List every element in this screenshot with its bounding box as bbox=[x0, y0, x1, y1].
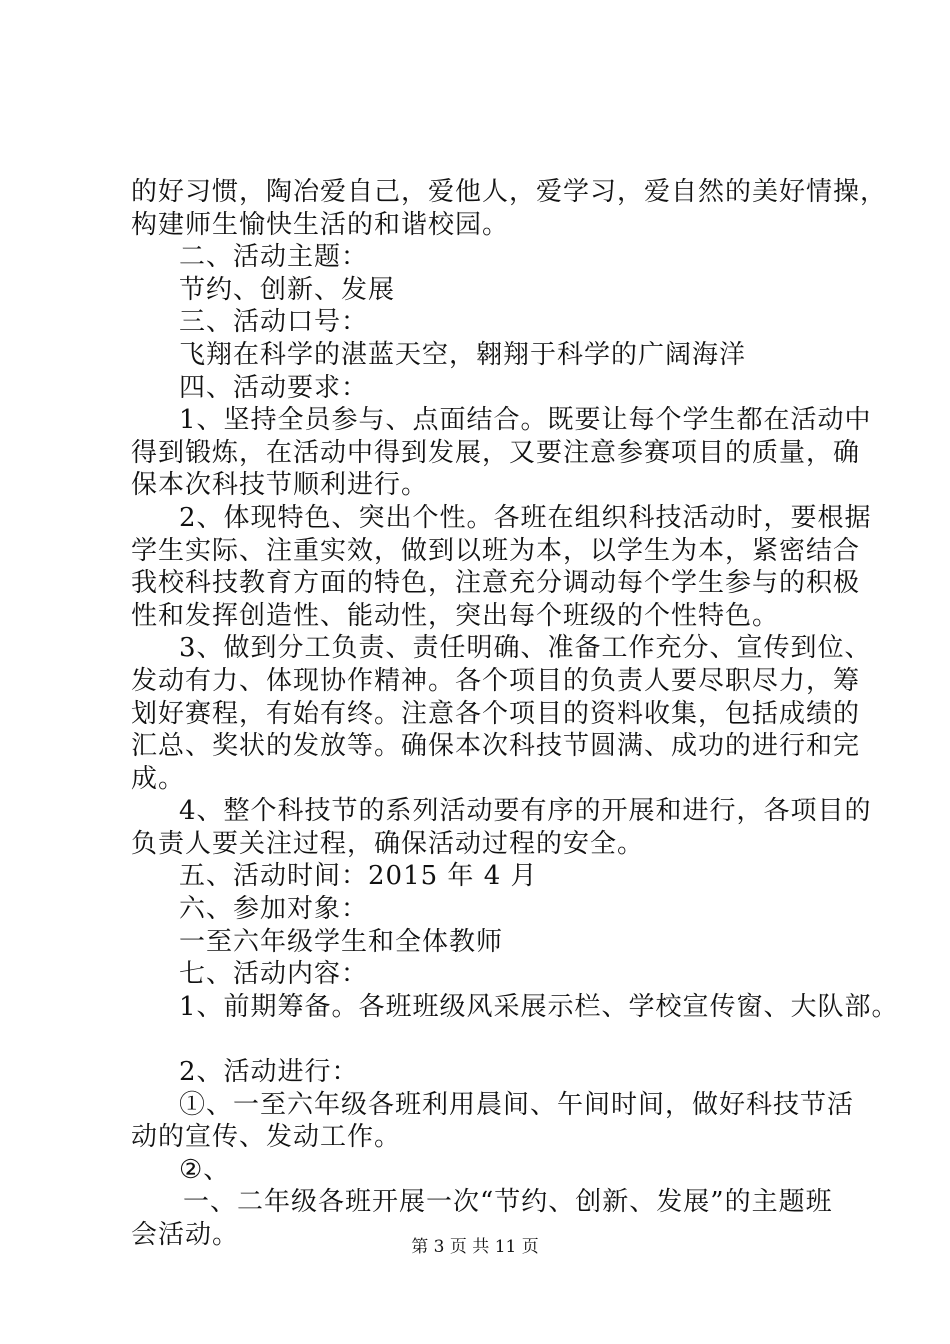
paragraph-line: 1、前期筹备。各班班级风采展示栏、学校宣传窗、大队部。 bbox=[179, 991, 899, 1022]
paragraph-line: 六、参加对象： bbox=[179, 894, 369, 925]
paragraph-line: 3、做到分工负责、责任明确、准备工作充分、宣传到位、 bbox=[179, 633, 872, 664]
page-footer: 第 3 页 共 11 页 bbox=[411, 1237, 539, 1257]
paragraph-line: 动的宣传、发动工作。 bbox=[131, 1122, 402, 1153]
blank-line bbox=[131, 1023, 851, 1056]
paragraph-line: 四、活动要求： bbox=[179, 372, 369, 403]
paragraph-line: 划好赛程，有始有终。注意各个项目的资料收集，包括成绩的 bbox=[131, 698, 861, 729]
paragraph-line: 五、活动时间：2015 年 4 月 bbox=[179, 861, 538, 892]
paragraph-line: 会活动。 bbox=[131, 1220, 240, 1250]
paragraph-line: 汇总、奖状的发放等。确保本次科技节圆满、成功的进行和完 bbox=[131, 731, 861, 762]
paragraph-line: 发动有力、体现协作精神。各个项目的负责人要尽职尽力，筹 bbox=[131, 665, 861, 696]
paragraph-line: 2、体现特色、突出个性。各班在组织科技活动时，要根据 bbox=[179, 502, 872, 533]
paragraph-line: 七、活动内容： bbox=[179, 959, 369, 990]
paragraph-line: 我校科技教育方面的特色，注意充分调动每个学生参与的积极 bbox=[131, 568, 861, 599]
paragraph-line: 二、活动主题： bbox=[179, 242, 369, 273]
paragraph-line: 学生实际、注重实效，做到以班为本，以学生为本，紧密结合 bbox=[131, 535, 861, 566]
paragraph-line: 负责人要关注过程，确保活动过程的安全。 bbox=[131, 828, 645, 859]
paragraph-line: 1、坚持全员参与、点面结合。既要让每个学生都在活动中 bbox=[179, 405, 872, 436]
paragraph-line: 保本次科技节顺利进行。 bbox=[131, 470, 429, 501]
paragraph-line: 三、活动口号： bbox=[179, 307, 369, 338]
paragraph-line: 飞翔在科学的湛蓝天空，翱翔于科学的广阔海洋 bbox=[179, 339, 747, 370]
paragraph-line: 4、整个科技节的系列活动要有序的开展和进行，各项目的 bbox=[179, 796, 872, 827]
document-body bbox=[131, 176, 899, 1252]
paragraph-line: 得到锻炼，在活动中得到发展，又要注意参赛项目的质量，确 bbox=[131, 437, 861, 468]
paragraph-line: 成。 bbox=[131, 763, 186, 794]
paragraph-line: 性和发挥创造性、能动性，突出每个班级的个性特色。 bbox=[131, 600, 780, 631]
paragraph-line: 一、二年级各班开展一次“节约、创新、发展”的主题班 bbox=[183, 1187, 833, 1218]
paragraph-line: ①、一至六年级各班利用晨间、午间时间，做好科技节活 bbox=[179, 1089, 855, 1120]
paragraph-line: 构建师生愉快生活的和谐校园。 bbox=[131, 209, 510, 240]
paragraph-line: 2、活动进行： bbox=[179, 1057, 359, 1088]
paragraph-line: ②、 bbox=[179, 1154, 231, 1185]
paragraph-line: 的好习惯，陶冶爱自己，爱他人，爱学习，爱自然的美好情操， bbox=[131, 177, 888, 207]
paragraph-line: 一至六年级学生和全体教师 bbox=[179, 926, 504, 957]
paragraph-line: 节约、创新、发展 bbox=[179, 274, 396, 305]
